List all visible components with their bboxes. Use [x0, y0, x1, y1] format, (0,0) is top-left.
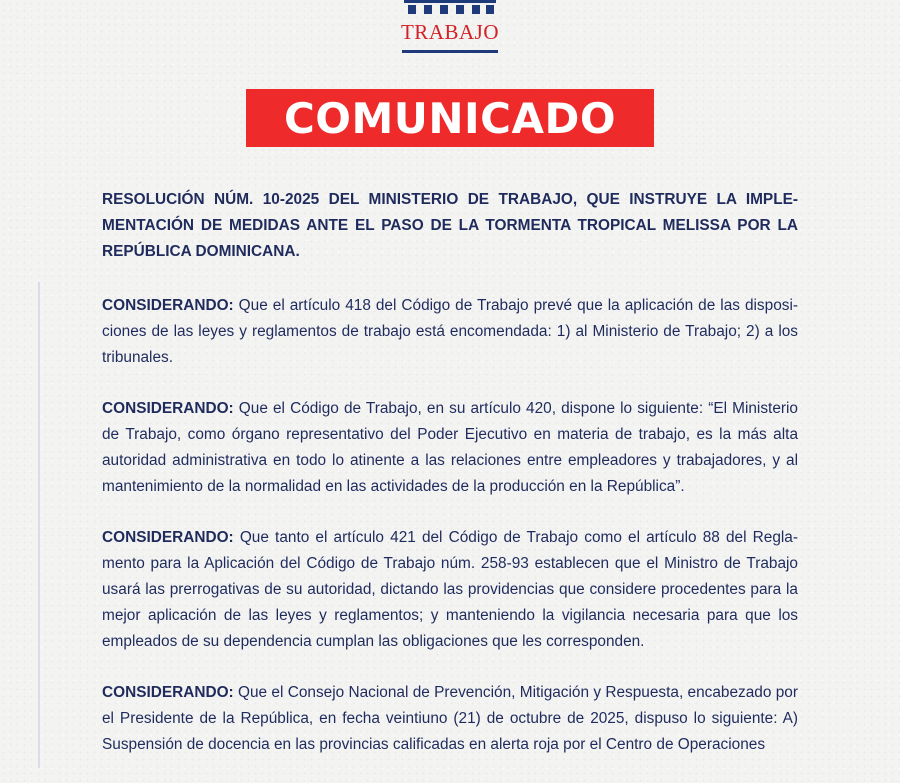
margin-rule	[38, 282, 40, 768]
logo-columns-icon	[404, 0, 496, 14]
resolution-title: RESOLUCIÓN NÚM. 10-2025 DEL MINISTERIO DE TRABAJO, QUE INSTRUYE LA IMPLE-MENTACIÓN DE MEDIDAS ANTE EL PASO DE LA TORMENTA TROPICAL MELISSA POR LA REPÚBLICA DOMINICANA.	[102, 191, 798, 260]
logo-underline	[402, 50, 498, 53]
paragraph-lead: CONSIDERANDO:	[102, 297, 234, 314]
considerando-paragraph	[102, 293, 798, 371]
paragraph-text: Que el Consejo Nacional de Prevención, Mitigación y Respuesta, encabezado por el Presidente de la República, en fecha veintiuno (21) de octubre de 2025, dispuso lo siguiente: A) Suspensión de docencia en las provincias calificadas en alerta roja por el Centro de Operaciones	[102, 684, 798, 753]
paragraph-text: Que el Código de Trabajo, en su artículo 420, dispone lo siguiente: “El Ministerio de Trabajo, como órgano representativo del Poder Ejecutivo en materia de trabajo, es la más alta autoridad administrativa en todo lo atinente a las relaciones entre empleadores y trabajadores, y al mantenimiento de la normalidad en las actividades de la producción en la República”.	[102, 400, 798, 495]
considerando-paragraph	[102, 525, 798, 655]
document-body	[102, 187, 798, 783]
trabajo-logo	[398, 0, 502, 60]
considerando-paragraph	[102, 680, 798, 758]
paragraph-lead: CONSIDERANDO:	[102, 684, 234, 701]
banner-title: COMUNICADO	[283, 93, 617, 143]
considerando-paragraph	[102, 396, 798, 500]
paragraph-text: Que tanto el artículo 421 del Código de Trabajo como el artículo 88 del Regla-mento para la Aplicación del Código de Trabajo núm. 258-93 establecen que el Ministro de Trabajo usará las prerrogativas de su autoridad, dictando las providencias que considere procedentes para la mejor aplicación de las leyes y reglamentos; y manteniendo la vigilancia necesaria para que los empleados de su dependencia cumplan las obligaciones que les corresponden.	[102, 529, 798, 650]
comunicado-banner	[246, 89, 654, 147]
paragraph-text: Que el artículo 418 del Código de Trabajo prevé que la aplicación de las disposi-ciones de las leyes y reglamentos de trabajo está encomendada: 1) al Ministerio de Trabajo; 2) a los tribunales.	[102, 297, 798, 366]
logo-text: TRABAJO	[400, 20, 499, 44]
paragraph-lead: CONSIDERANDO:	[102, 400, 234, 417]
paragraph-lead: CONSIDERANDO:	[102, 529, 234, 546]
